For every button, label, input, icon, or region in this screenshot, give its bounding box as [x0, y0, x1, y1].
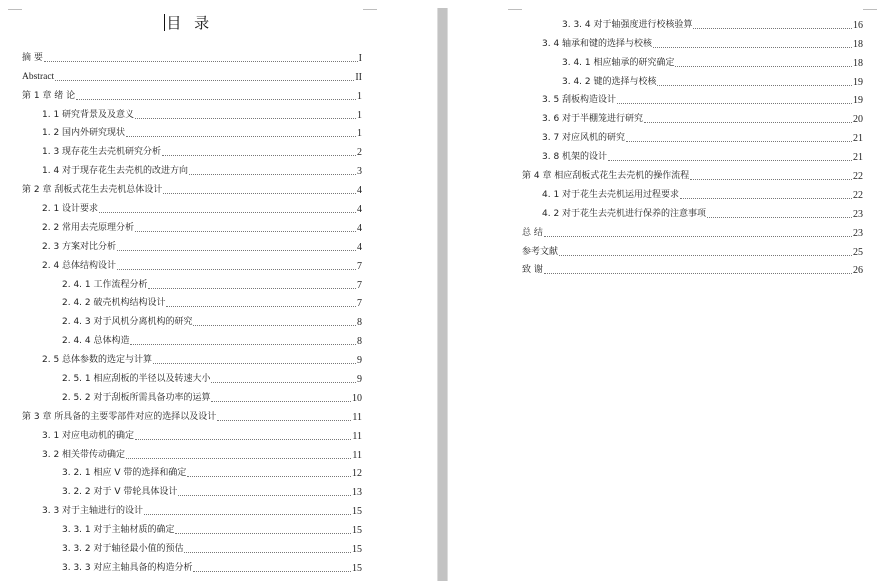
dot-leader — [690, 179, 852, 180]
toc-page-number: 26 — [853, 265, 863, 277]
toc-page-number: 1 — [357, 128, 362, 140]
toc-entry[interactable] — [22, 139, 362, 158]
dot-leader — [153, 363, 356, 364]
dot-leader — [680, 198, 852, 199]
toc-entry-title: 3. 1 对应电动机的确定 — [42, 430, 135, 441]
toc-page-number: 20 — [853, 114, 863, 126]
toc-entry[interactable] — [522, 88, 863, 107]
toc-page-number: 4 — [357, 185, 362, 197]
toc-entry-title: 3. 3 对于主轴进行的设计 — [42, 506, 144, 517]
dot-leader — [55, 80, 354, 81]
toc-entry[interactable] — [22, 64, 362, 83]
toc-entry[interactable] — [22, 309, 362, 328]
toc-entry[interactable] — [22, 366, 362, 385]
toc-page-number: 22 — [853, 171, 863, 183]
dot-leader — [117, 269, 356, 270]
dot-leader — [166, 306, 356, 307]
dot-leader — [99, 212, 356, 213]
toc-entry[interactable] — [22, 158, 362, 177]
toc-entry[interactable] — [522, 106, 863, 125]
toc-entry[interactable] — [22, 442, 362, 461]
toc-entry[interactable] — [522, 258, 863, 277]
toc-page-number: 4 — [357, 241, 362, 253]
toc-entry-title: 摘 要 — [22, 52, 43, 63]
dot-leader — [162, 155, 356, 156]
toc-entry-title: 3. 7 对应风机的研究 — [542, 133, 626, 144]
dot-leader — [544, 273, 852, 274]
toc-entry[interactable] — [22, 536, 362, 555]
toc-entry-title: 3. 4. 2 键的选择与校核 — [562, 76, 657, 87]
dot-leader — [117, 250, 356, 251]
toc-page-number: 25 — [853, 246, 863, 258]
toc-page-number: 4 — [357, 222, 362, 234]
toc-entry-title: 2. 5. 2 对于刮板所需具备功率的运算 — [62, 392, 211, 403]
dot-leader — [707, 217, 852, 218]
toc-entry-title: Abstract — [22, 71, 55, 82]
dot-leader — [135, 231, 356, 232]
dot-leader — [675, 66, 852, 67]
toc-page-number: 9 — [357, 355, 362, 367]
toc-page-number: 1 — [357, 109, 362, 121]
toc-entry[interactable] — [522, 50, 863, 69]
toc-entry[interactable] — [22, 272, 362, 291]
page-corner-mark — [863, 9, 877, 10]
dot-leader — [211, 401, 351, 402]
toc-entry[interactable] — [522, 239, 863, 258]
toc-page-number: 8 — [357, 317, 362, 329]
toc-page-number: 18 — [853, 38, 863, 50]
toc-page-number: 19 — [853, 95, 863, 107]
toc-page-number: 22 — [853, 189, 863, 201]
dot-leader — [178, 495, 351, 496]
dot-leader — [163, 193, 356, 194]
toc-entry[interactable] — [22, 196, 362, 215]
toc-page-number: 7 — [357, 279, 362, 291]
dot-leader — [657, 85, 852, 86]
toc-title: 目 录 — [166, 14, 214, 32]
toc-entry[interactable] — [22, 423, 362, 442]
toc-entry-title: 3. 5 刮板构造设计 — [542, 95, 617, 106]
toc-page-number: 4 — [357, 204, 362, 216]
dot-leader — [559, 255, 852, 256]
toc-entry-title: 参考文献 — [522, 246, 559, 257]
table-of-contents-left — [22, 45, 362, 574]
toc-entry[interactable] — [22, 215, 362, 234]
toc-entry[interactable] — [22, 479, 362, 498]
toc-entry-title: 2. 4. 4 总体构造 — [62, 336, 130, 347]
toc-entry[interactable] — [22, 347, 362, 366]
page-corner-mark — [508, 9, 522, 10]
toc-page-number: 11 — [352, 449, 362, 461]
toc-page-number: 1 — [357, 90, 362, 102]
toc-entry[interactable] — [22, 253, 362, 272]
toc-entry-title: 总 结 — [522, 227, 543, 238]
toc-page-number: 11 — [352, 430, 362, 442]
toc-entry-title: 3. 2. 1 相应 V 带的选择和确定 — [62, 468, 187, 479]
toc-entry[interactable] — [22, 498, 362, 517]
dot-leader — [126, 136, 356, 137]
dot-leader — [175, 533, 351, 534]
toc-entry[interactable] — [522, 69, 863, 88]
toc-page-number: 15 — [352, 506, 362, 518]
toc-entry[interactable] — [22, 517, 362, 536]
toc-entry[interactable] — [22, 102, 362, 121]
page-gap-separator — [437, 8, 448, 581]
toc-page-number: 21 — [853, 152, 863, 164]
dot-leader — [217, 420, 351, 421]
dot-leader — [135, 439, 351, 440]
dot-leader — [617, 103, 852, 104]
toc-entry[interactable] — [522, 182, 863, 201]
toc-page-number: 11 — [352, 411, 362, 423]
toc-page-number: 15 — [352, 525, 362, 537]
dot-leader — [608, 160, 852, 161]
toc-entry[interactable] — [522, 144, 863, 163]
toc-entry-title: 3. 8 机架的设计 — [542, 152, 608, 163]
toc-page-number: 7 — [357, 260, 362, 272]
toc-page-number: 12 — [352, 468, 362, 480]
toc-page-number: I — [358, 52, 362, 64]
toc-page-number: 23 — [853, 208, 863, 220]
toc-entry-title: 2. 4 总体结构设计 — [42, 260, 117, 271]
dot-leader — [148, 288, 356, 289]
toc-entry-title: 2. 5 总体参数的选定与计算 — [42, 355, 153, 366]
dot-leader — [187, 476, 351, 477]
toc-page-number: 8 — [357, 336, 362, 348]
toc-entry-title: 3. 3. 3 对应主轴具备的构造分析 — [62, 562, 193, 573]
toc-entry-title: 3. 2. 2 对于 V 带轮具体设计 — [62, 487, 178, 498]
toc-entry-title: 第 4 章 相应刮板式花生去壳机的操作流程 — [522, 171, 690, 182]
toc-page-number: 18 — [853, 57, 863, 69]
toc-entry[interactable] — [522, 220, 863, 239]
toc-entry-title: 1. 1 研究背景及及意义 — [42, 109, 135, 120]
dot-leader — [44, 61, 358, 62]
dot-leader — [193, 571, 351, 572]
toc-entry-title: 3. 4. 1 相应轴承的研究确定 — [562, 57, 675, 68]
toc-entry-title: 1. 3 现存花生去壳机研究分析 — [42, 147, 162, 158]
dot-leader — [211, 382, 356, 383]
toc-entry[interactable] — [22, 291, 362, 310]
toc-entry-title: 3. 3. 2 对于轴径最小值的预估 — [62, 544, 184, 555]
toc-entry[interactable] — [22, 83, 362, 102]
toc-page-number: 19 — [853, 76, 863, 88]
dot-leader — [76, 99, 356, 100]
toc-page-number: 7 — [357, 298, 362, 310]
toc-entry-title: 4. 1 对于花生去壳机运用过程要求 — [542, 189, 680, 200]
toc-entry-title: 第 2 章 刮板式花生去壳机总体设计 — [22, 185, 163, 196]
dot-leader — [189, 174, 356, 175]
toc-page-number: 9 — [357, 374, 362, 386]
toc-entry[interactable] — [22, 177, 362, 196]
toc-entry-title: 2. 2 常用去壳原理分析 — [42, 222, 135, 233]
dot-leader — [184, 552, 351, 553]
toc-entry-title: 致 谢 — [522, 265, 543, 276]
dot-leader — [644, 122, 852, 123]
toc-entry-title: 2. 4. 3 对于风机分离机构的研究 — [62, 317, 193, 328]
toc-page-number: 2 — [357, 147, 362, 159]
toc-entry-title: 1. 2 国内外研究现状 — [42, 128, 126, 139]
toc-entry[interactable] — [522, 125, 863, 144]
dot-leader — [130, 344, 356, 345]
toc-entry-title: 3. 2 相关带传动确定 — [42, 449, 126, 460]
toc-page-number: 10 — [352, 392, 362, 404]
toc-entry-title: 第 1 章 绪 论 — [22, 90, 76, 101]
dot-leader — [693, 28, 852, 29]
toc-page-number: II — [355, 71, 362, 83]
page-corner-mark — [363, 9, 377, 10]
toc-page-number: 3 — [357, 166, 362, 178]
toc-page-number: 16 — [853, 19, 863, 31]
toc-entry[interactable] — [22, 555, 362, 574]
table-of-contents-right — [522, 12, 863, 276]
toc-page-number: 23 — [853, 227, 863, 239]
toc-entry[interactable] — [22, 461, 362, 480]
toc-entry[interactable] — [22, 45, 362, 64]
dot-leader — [144, 514, 351, 515]
toc-entry-title: 3. 6 对于半棚笼进行研究 — [542, 114, 644, 125]
toc-entry-title: 2. 1 设计要求 — [42, 204, 99, 215]
dot-leader — [626, 141, 852, 142]
toc-entry-title: 2. 3 方案对比分析 — [42, 241, 117, 252]
toc-entry-title: 2. 4. 1 工作流程分析 — [62, 279, 148, 290]
toc-entry-title: 第 3 章 所具备的主要零部件对应的选择以及设计 — [22, 411, 217, 422]
page-corner-mark — [8, 9, 22, 10]
toc-entry-title: 3. 3. 1 对于主轴材质的确定 — [62, 525, 175, 536]
toc-entry-title: 1. 4 对于现存花生去壳机的改进方向 — [42, 166, 189, 177]
toc-entry-title: 2. 4. 2 破壳机构结构设计 — [62, 298, 166, 309]
dot-leader — [653, 47, 852, 48]
toc-entry[interactable] — [22, 328, 362, 347]
document-page-left — [0, 0, 437, 581]
toc-entry[interactable] — [22, 385, 362, 404]
toc-entry[interactable] — [522, 163, 863, 182]
toc-entry[interactable] — [522, 201, 863, 220]
dot-leader — [544, 236, 852, 237]
toc-entry[interactable] — [22, 234, 362, 253]
toc-page-number: 21 — [853, 133, 863, 145]
toc-page-number: 15 — [352, 562, 362, 574]
dot-leader — [126, 458, 351, 459]
toc-entry-title: 4. 2 对于花生去壳机进行保养的注意事项 — [542, 208, 707, 219]
dot-leader — [193, 325, 356, 326]
toc-entry-title: 3. 3. 4 对于轴强度进行校核验算 — [562, 19, 693, 30]
toc-page-number: 15 — [352, 544, 362, 556]
toc-entry[interactable] — [522, 31, 863, 50]
toc-page-number: 13 — [352, 487, 362, 499]
toc-entry[interactable] — [22, 121, 362, 140]
toc-entry-title: 3. 4 轴承和键的选择与校核 — [542, 38, 653, 49]
toc-entry[interactable] — [22, 404, 362, 423]
toc-entry-title: 2. 5. 1 相应刮板的半径以及转速大小 — [62, 374, 211, 385]
page-title — [0, 12, 377, 33]
toc-entry[interactable] — [522, 12, 863, 31]
dot-leader — [135, 118, 356, 119]
